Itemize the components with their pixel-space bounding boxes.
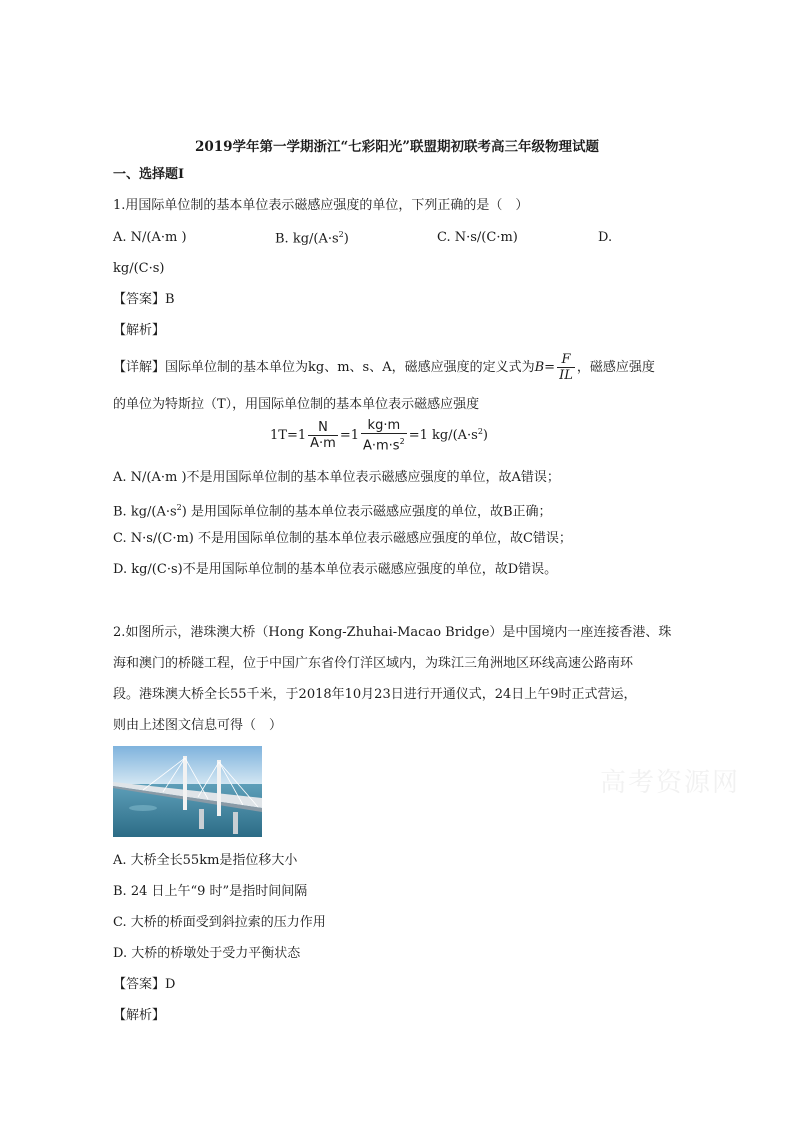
q1-option-a: A. N/(A·m ) [113,230,187,245]
q2-option-a: A. 大桥全长55km是指位移大小 [113,853,298,868]
q1-analysis-label: 【解析】 [113,323,166,338]
page-title: 2019学年第一学期浙江“七彩阳光”联盟期初联考高三年级物理试题 [194,139,600,155]
q2-analysis-label: 【解析】 [113,1008,166,1023]
q2-answer: 【答案】D [113,977,176,992]
q1-option-d-label: D. [598,230,613,245]
q1-option-b: B. $kg/(A\cdot s^2)$ [275,230,349,247]
detail-label: 【详解】 [113,360,166,375]
q1-detail-line2: 的单位为特斯拉（T），用国际单位制的基本单位表示磁感应强度 [113,397,480,412]
q2-stem-line4: 则由上述图文信息可得（ ） [113,718,283,733]
q1-answer: 【答案】B [113,292,175,307]
q2-option-b: B. 24 日上午“9 时”是指时间间隔 [113,884,308,899]
fraction-kgm-over-ams2: $\frac{kg\cdot m}{A\cdot m\cdot s^2}$ [362,418,405,454]
q1-option-d-text: kg/(C·s) [113,261,165,276]
bridge-photo [113,746,262,837]
q2-stem-line1: 2.如图所示，港珠澳大桥（Hong Kong-Zhuhai-Macao Bridge）是中国境内一座连接香港、珠 [113,625,672,640]
q1-explanation-b: B. $kg/(A\cdot s^2)$ 是用国际单位制的基本单位表示磁感应强度的单位，故B正确； [113,503,552,520]
q2-option-d: D. 大桥的桥墩处于受力平衡状态 [113,946,301,961]
q2-stem-line2: 海和澳门的桥隧工程，位于中国广东省伶仃洋区域内，为珠江三角洲地区环线高速公路南环 [113,656,634,671]
q1-stem: 1.用国际单位制的基本单位表示磁感应强度的单位，下列正确的是（ ） [113,198,529,213]
fraction-n-over-am: $\frac{N}{A\cdot m}$ [310,420,336,452]
q1-option-c: C. N·s/(C·m) [437,230,518,245]
q1-explanation-c: C. N·s/(C·m) 不是用国际单位制的基本单位表示磁感应强度的单位，故C错误； [113,531,572,546]
q2-stem-line3: 段。港珠澳大桥全长55千米，于2018年10月23日进行开通仪式，24日上午9时正式营运， [113,687,637,702]
q1-explanation-d: D. kg/(C·s)不是用国际单位制的基本单位表示磁感应强度的单位，故D错误。 [113,562,558,577]
q2-option-c: C. 大桥的桥面受到斜拉索的压力作用 [113,915,326,930]
watermark: 高考资源网 [600,768,741,798]
section-heading: 一、选择题Ⅰ [113,167,185,182]
q1-detail-line1: 【详解】国际单位制的基本单位为kg、m、s、A，磁感应强度的定义式为B= $\frac{F}{IL}$ ，磁感应强度 [113,352,655,383]
tesla-formula: 1T=1 $\frac{N}{A\cdot m}$ =1 $\frac{kg\cdot m}{A\cdot m\cdot s^2}$ =1 $kg/(A\cdot s^2)$ [270,418,488,454]
q1-explanation-a: A. N/(A·m )不是用国际单位制的基本单位表示磁感应强度的单位，故A错误； [113,470,560,485]
b-definition-fraction: $\frac{F}{IL}$ [559,352,573,383]
